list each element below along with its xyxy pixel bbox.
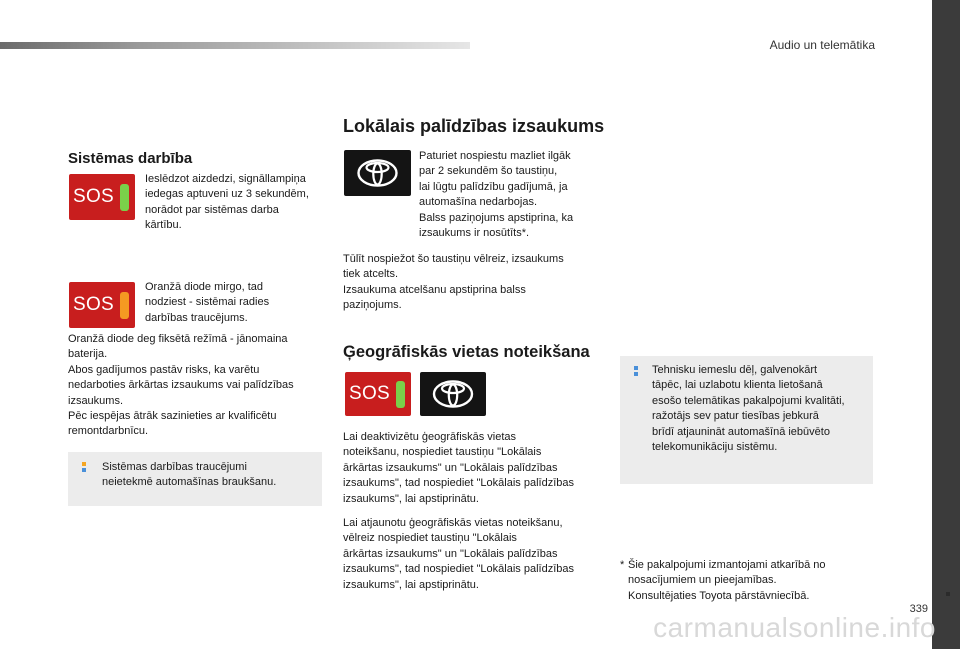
- sos-orange-description: Oranžā diode mirgo, tad nodziest - sistēmai radies darbības traucējums.: [145, 281, 270, 324]
- header-gradient-bar: [0, 42, 470, 49]
- sos-label: SOS: [349, 383, 391, 404]
- page-number: 339: [909, 603, 928, 615]
- sos-button-green: [69, 174, 135, 220]
- footnote-mark: *: [620, 559, 625, 571]
- info-note-left: [68, 452, 322, 506]
- page-marker: [946, 592, 950, 596]
- toyota-logo-icon: [344, 150, 411, 196]
- geo-deactivate-instructions: Lai deaktivizētu ģeogrāfiskās vietas noteikšanu, nospiediet taustiņu "Lokālais ārkārtas izsaukums" un "Lokālais palīdzības izsaukums", tad nospiediet "Lokālais palīdzības izsaukums", lai apstiprinātu.: [343, 431, 574, 505]
- section-title: Audio un telemātika: [769, 38, 875, 52]
- geo-reactivate-instructions: Lai atjaunotu ģeogrāfiskās vietas noteikšanu, vēlreiz nospiediet taustiņu "Lokālais ārkārtas izsaukums" un "Lokālais palīdzības izsaukums", tad nospiediet "Lokālais palīdzības izsaukums", lai apstiprinātu.: [343, 517, 574, 591]
- info-note-right: [620, 356, 873, 484]
- local-call-instructions: Paturiet nospiestu mazliet ilgāk par 2 sekundēm šo taustiņu, lai lūgtu palīdzību gadījumā, ja automašīna nedarbojas. Balss paziņojums apstiprina, ka izsaukums ir nosūtīts*.: [419, 150, 574, 240]
- toyota-button: [420, 372, 486, 416]
- sos-green-description: Ieslēdzot aizdedzi, signāllampiņa iedegas aptuveni uz 3 sekundēm, norādot par sistēmas darba kārtību.: [145, 173, 309, 232]
- local-assistance-heading: Lokālais palīdzības izsaukums: [343, 116, 605, 136]
- orange-led-icon: [120, 292, 129, 319]
- note-marker-icon: [82, 462, 86, 474]
- system-operation-heading: Sistēmas darbība: [68, 150, 193, 167]
- sos-label: SOS: [73, 186, 115, 207]
- sos-label: SOS: [73, 294, 115, 315]
- page-edge-tab: [932, 0, 960, 649]
- toyota-logo-icon: [420, 372, 486, 416]
- cancel-call-instructions: Tūlīt nospiežot šo taustiņu vēlreiz, izsaukums tiek atcelts. Izsaukuma atcelšanu apstiprina balss paziņojums.: [343, 253, 564, 312]
- watermark: carmanualsonline.info: [653, 612, 936, 643]
- sos-button: [345, 372, 411, 416]
- toyota-button: [344, 150, 411, 196]
- green-led-icon: [396, 381, 405, 408]
- note-marker-icon: [634, 366, 638, 378]
- note-text: Tehnisku iemeslu dēļ, galvenokārt tāpēc, lai uzlabotu klienta lietošanā esošo telemātikas pakalpojumi kvalitāti, ražotājs sev patur tiesības jebkurā brīdī atjaunināt automašīnā iebūvēto telekomunikāciju sistēmu.: [652, 364, 845, 454]
- battery-warning-paragraph: Oranžā diode deg fiksētā režīmā - jānomaina baterija. Abos gadījumos pastāv risks, ka varētu nedarboties ārkārtas izsaukums vai palīdzības izsaukums. Pēc iespējas ātrāk sazinieties ar kvalificētu remontdarbnīcu.: [68, 333, 294, 438]
- note-text: Sistēmas darbības traucējumi neietekmē automašīnas braukšanu.: [102, 461, 277, 489]
- sos-button-orange: [69, 282, 135, 328]
- geolocation-heading: Ģeogrāfiskās vietas noteikšana: [343, 343, 590, 361]
- footnote-text: Šie pakalpojumi izmantojami atkarībā no nosacījumiem un pieejamības. Konsultējaties Toyota pārstāvniecībā.: [628, 559, 826, 602]
- green-led-icon: [120, 184, 129, 211]
